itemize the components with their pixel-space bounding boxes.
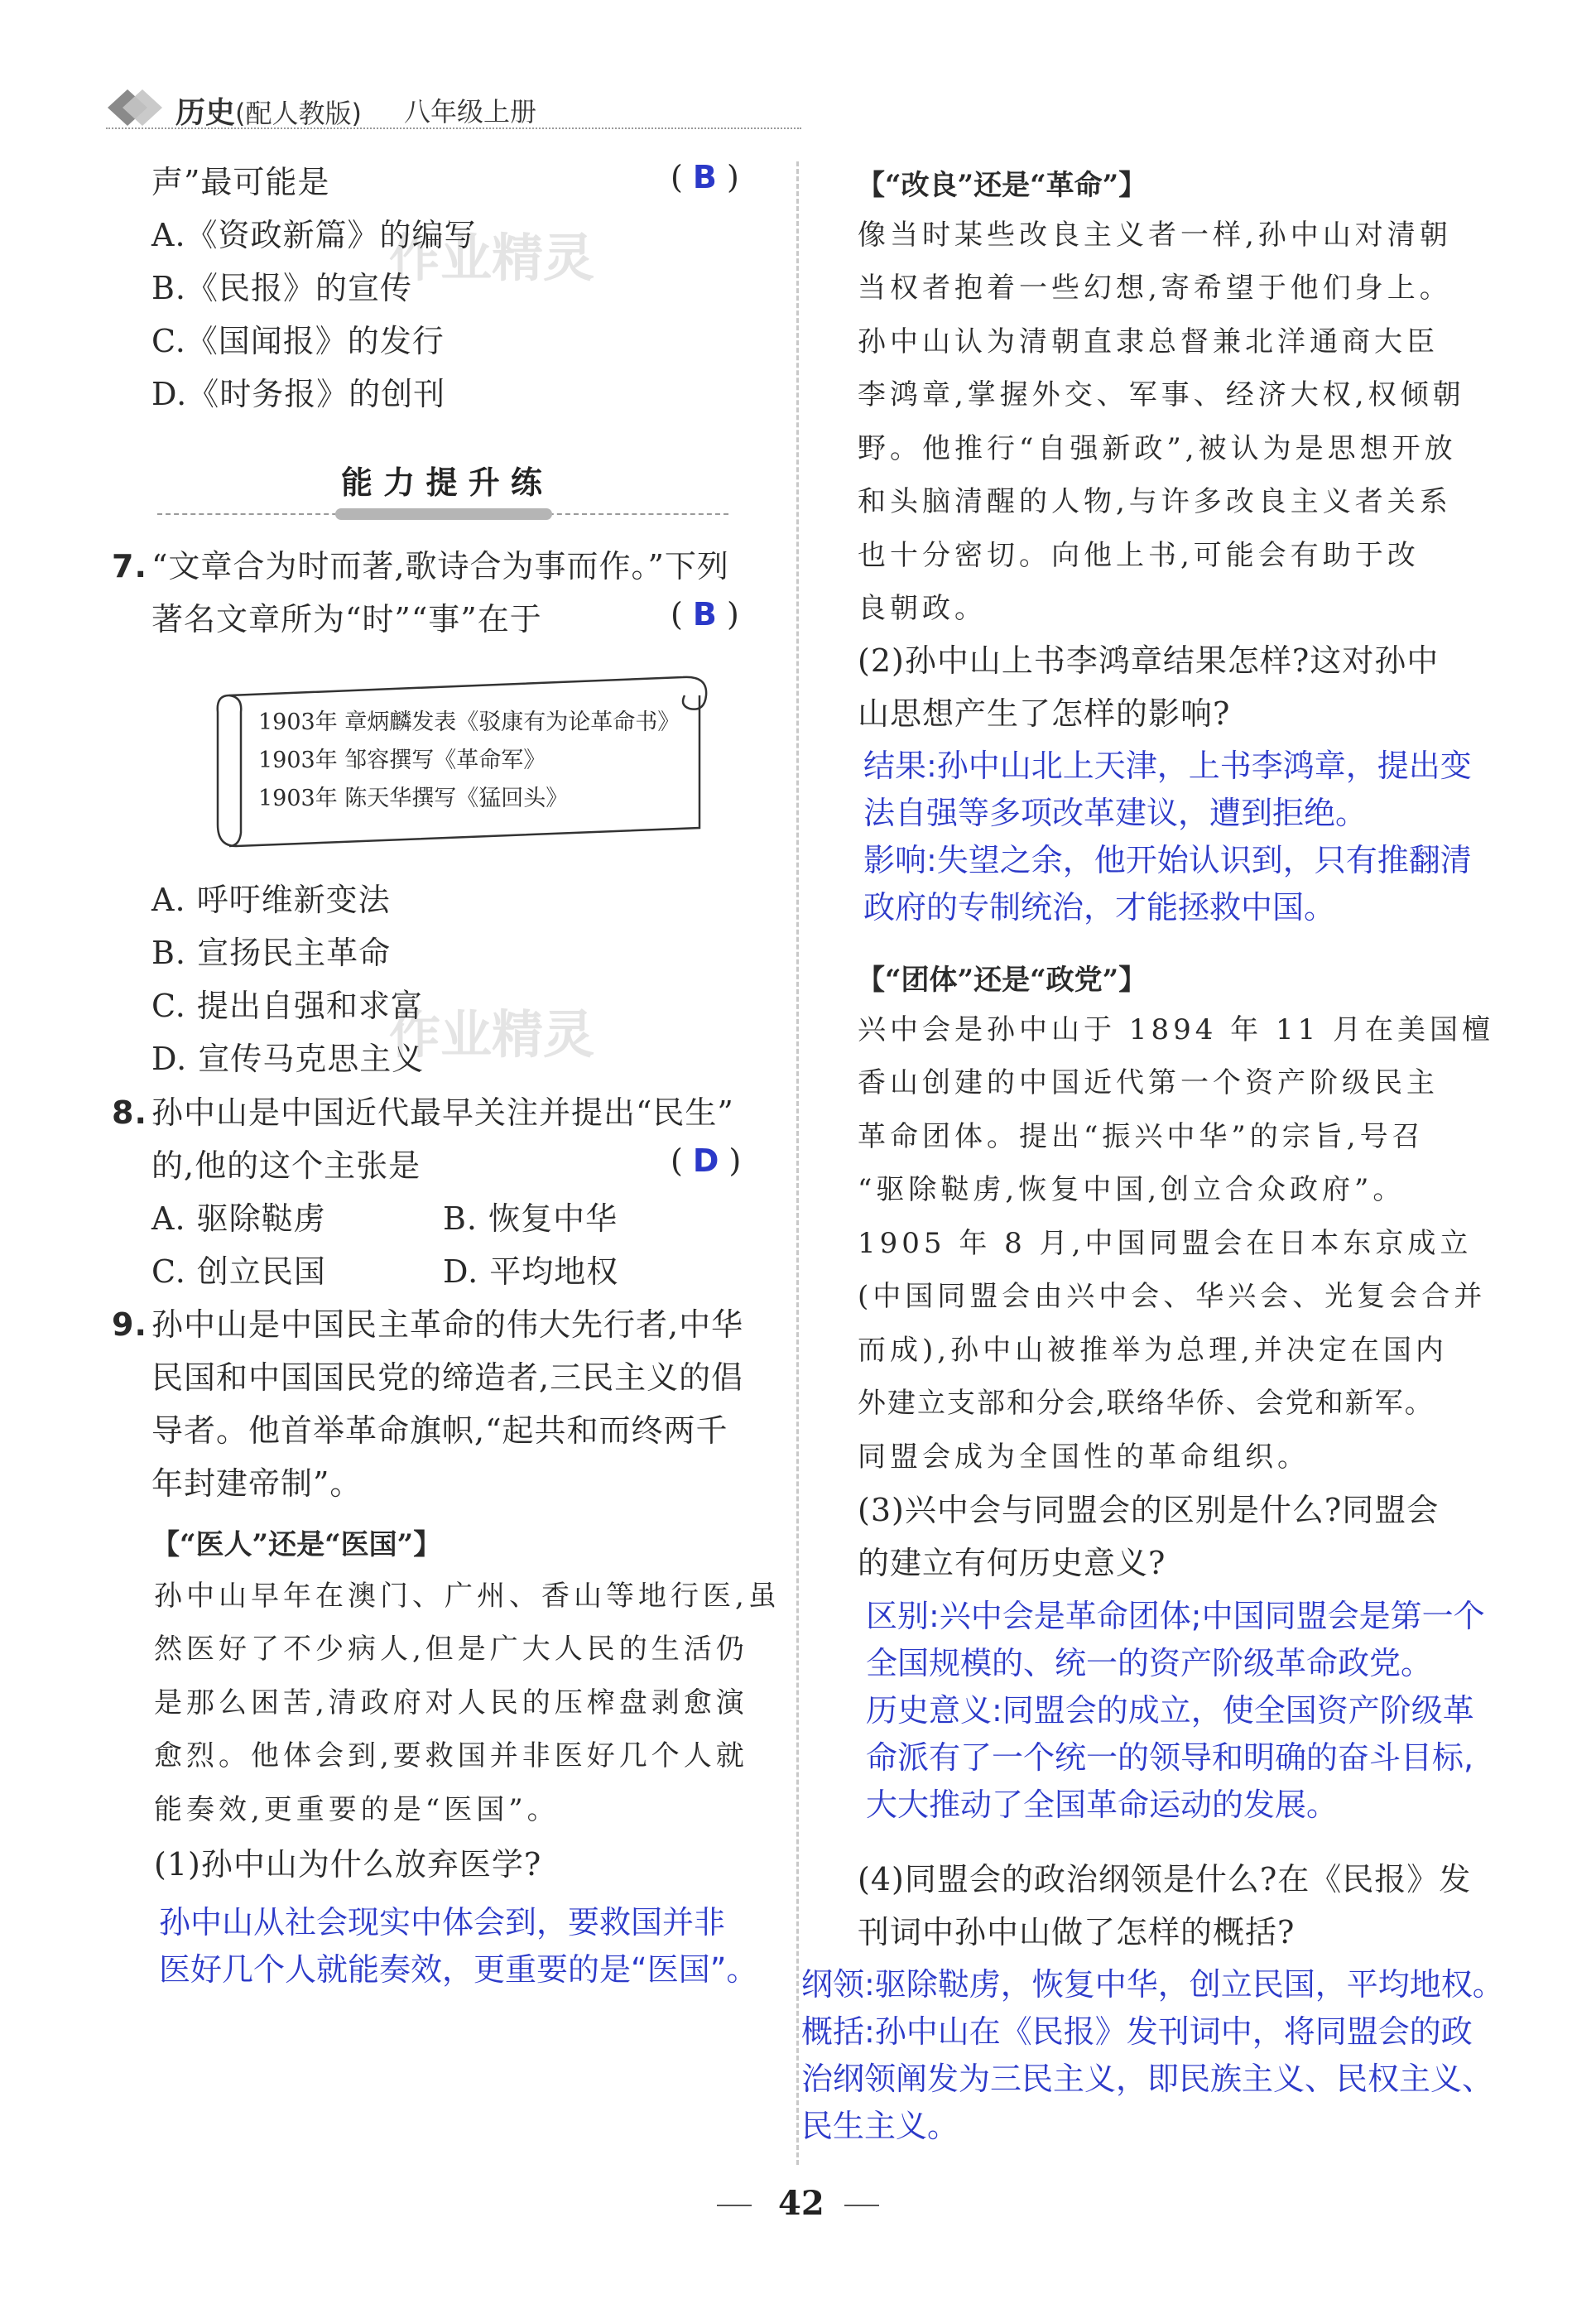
material-line: 外建立支部和分会,联络华侨、会党和新军。 <box>858 1387 1435 1420</box>
sub-answer-3: 区别:兴中会是革命团体;中国同盟会是第一个 <box>866 1598 1485 1634</box>
q7-line: “文章合为时而著,歌诗合为事而作。”下列 <box>151 548 729 584</box>
material-line: 良朝政。 <box>858 592 987 625</box>
sub-question-4: 刊词中孙中山做了怎样的概括? <box>858 1914 1296 1950</box>
q8-answer: D <box>692 1142 719 1179</box>
q8-option-a: A. 驱除鞑虏 <box>151 1200 326 1237</box>
q8-option-d: D. 平均地权 <box>443 1253 619 1290</box>
sub-answer-3: 大大推动了全国革命运动的发展。 <box>866 1787 1339 1823</box>
q9-line: 民国和中国国民党的缔造者,三民主义的倡 <box>151 1359 744 1396</box>
sub-question-3: (3)兴中会与同盟会的区别是什么?同盟会 <box>858 1492 1440 1528</box>
material-line: 同盟会成为全国性的革命组织。 <box>858 1440 1310 1474</box>
q7-answer-bracket: ( B ) <box>671 596 739 632</box>
sub-answer-2: 政府的专制统治，才能拯救中国。 <box>863 889 1336 926</box>
sub-question-4: (4)同盟会的政治纲领是什么?在《民报》发 <box>858 1861 1472 1897</box>
footer-dash-right <box>844 2205 879 2206</box>
q8-number: 8. <box>112 1094 147 1131</box>
sub-answer-4: 纲领:驱除鞑虏，恢复中华，创立民国，平均地权。 <box>801 1966 1504 2003</box>
q9-number: 9. <box>112 1306 147 1343</box>
sub-answer-4: 概括:孙中山在《民报》发刊词中，将同盟会的政 <box>801 2013 1473 2050</box>
sub-answer-1: 医好几个人就能奏效，更重要的是“医国”。 <box>159 1951 758 1988</box>
page-number: 42 <box>778 2184 824 2223</box>
q6-option-c: C.《国闻报》的发行 <box>151 323 445 359</box>
section-heading: 【“医人”还是“医国”】 <box>151 1528 442 1561</box>
watermark: 作业精灵 <box>389 228 595 288</box>
material-line: 李鸿章,掌握外交、军事、经济大权,权倾朝 <box>858 378 1465 411</box>
section-title: 能 力 提 升 练 <box>341 464 542 501</box>
q7-answer: B <box>692 596 717 632</box>
watermark: 作业精灵 <box>389 1004 595 1065</box>
q8-option-c: C. 创立民国 <box>151 1253 326 1290</box>
q8-line: 的,他的这个主张是 <box>151 1147 421 1184</box>
header-divider <box>106 127 801 129</box>
sub-question-2: 山思想产生了怎样的影响? <box>858 695 1231 732</box>
q6-stem: 声”最可能是 <box>151 164 330 200</box>
material-line: 孙中山认为清朝直隶总督兼北洋通商大臣 <box>858 325 1439 358</box>
material-line: 像当时某些改良主义者一样,孙中山对清朝 <box>858 219 1452 252</box>
scroll-line: 1903年 陈天华撰写《猛回头》 <box>258 786 569 811</box>
header-grade: 八年级上册 <box>404 96 537 127</box>
material-line: 野。他推行“自强新政”,被认为是思想开放 <box>858 432 1457 465</box>
material-line: 而成),孙中山被推举为总理,并决定在国内 <box>858 1334 1448 1367</box>
q6-option-b: B.《民报》的宣传 <box>151 270 413 306</box>
material-line: “驱除鞑虏,恢复中国,创立合众政府”。 <box>858 1173 1406 1206</box>
sub-answer-3: 命派有了一个统一的领导和明确的奋斗目标, <box>866 1739 1474 1776</box>
material-line: 然医好了不少病人,但是广大人民的生活仍 <box>154 1633 748 1666</box>
material-line: (中国同盟会由兴中会、华兴会、光复会合并 <box>858 1280 1487 1313</box>
q6-answer: B <box>692 159 717 195</box>
sub-answer-2: 影响:失望之余，他开始认识到，只有推翻清 <box>863 842 1472 878</box>
sub-answer-2: 法自强等多项改革建议，遭到拒绝。 <box>863 795 1368 831</box>
q7-number: 7. <box>112 548 147 584</box>
q8-option-b: B. 恢复中华 <box>443 1200 618 1237</box>
q9-line: 导者。他首举革命旗帜,“起共和而终两千 <box>151 1412 728 1449</box>
header-subject: 历史 <box>175 96 236 130</box>
sub-answer-4: 治纲领阐发为三民主义，即民族主义、民权主义、 <box>801 2061 1494 2097</box>
sub-answer-4: 民生主义。 <box>801 2108 959 2144</box>
material-line: 当权者抱着一些幻想,寄希望于他们身上。 <box>858 272 1452 305</box>
q9-line: 年封建帝制”。 <box>151 1465 363 1502</box>
material-line: 愈烈。他体会到,要救国并非医好几个人就 <box>154 1739 748 1772</box>
sub-answer-1: 孙中山从社会现实中体会到，要救国并非 <box>159 1904 726 1941</box>
header-edition: (配人教版) <box>235 98 362 129</box>
q7-option-c: C. 提出自强和求富 <box>151 988 423 1024</box>
q8-answer-bracket: ( D ) <box>671 1142 742 1179</box>
sub-question-3: 的建立有何历史意义? <box>858 1545 1166 1581</box>
material-line: 也十分密切。向他上书,可能会有助于改 <box>858 539 1420 572</box>
q7-option-d: D. 宣传马克思主义 <box>151 1041 425 1077</box>
q6-option-d: D.《时务报》的创刊 <box>151 376 446 412</box>
diamond-logo-icon <box>106 86 164 129</box>
q6-answer-bracket: ( B ) <box>671 159 739 195</box>
material-line: 兴中会是孙中山于 1894 年 11 月在美国檀 <box>858 1013 1495 1046</box>
sub-question-2: (2)孙中山上书李鸿章结果怎样?这对孙中 <box>858 642 1440 679</box>
q7-option-a: A. 呼吁维新变法 <box>151 882 391 918</box>
q7-option-b: B. 宣扬民主革命 <box>151 935 392 971</box>
material-line: 和头脑清醒的人物,与许多改良主义者关系 <box>858 485 1452 518</box>
scroll-line: 1903年 章炳麟发表《驳康有为论革命书》 <box>258 709 680 735</box>
section-title-bar <box>335 508 552 520</box>
material-line: 能奏效,更重要的是“医国”。 <box>154 1793 560 1826</box>
q8-line: 孙中山是中国近代最早关注并提出“民生” <box>151 1094 734 1131</box>
material-line: 香山创建的中国近代第一个资产阶级民主 <box>858 1066 1439 1099</box>
sub-question-1: (1)孙中山为什么放弃医学? <box>154 1846 542 1883</box>
sub-answer-3: 全国规模的、统一的资产阶级革命政党。 <box>866 1645 1433 1681</box>
sub-answer-3: 历史意义:同盟会的成立，使全国资产阶级革 <box>866 1692 1474 1729</box>
column-divider <box>796 161 799 2165</box>
q6-option-a: A.《资政新篇》的编写 <box>151 217 477 253</box>
footer-dash-left <box>717 2205 752 2206</box>
q9-line: 孙中山是中国民主革命的伟大先行者,中华 <box>151 1306 744 1343</box>
material-line: 1905 年 8 月,中国同盟会在日本东京成立 <box>858 1227 1473 1260</box>
material-line: 革命团体。提出“振兴中华”的宗旨,号召 <box>858 1120 1425 1153</box>
section-heading: 【“改良”还是“革命”】 <box>857 169 1147 202</box>
material-line: 孙中山早年在澳门、广州、香山等地行医,虽 <box>154 1580 781 1613</box>
section-heading: 【“团体”还是“政党”】 <box>857 964 1147 997</box>
scroll-line: 1903年 邹容撰写《革命军》 <box>258 748 546 773</box>
material-line: 是那么困苦,清政府对人民的压榨盘剥愈演 <box>154 1686 748 1719</box>
q7-line: 著名文章所为“时”“事”在于 <box>151 601 542 637</box>
sub-answer-2: 结果:孙中山北上天津，上书李鸿章，提出变 <box>863 748 1472 784</box>
